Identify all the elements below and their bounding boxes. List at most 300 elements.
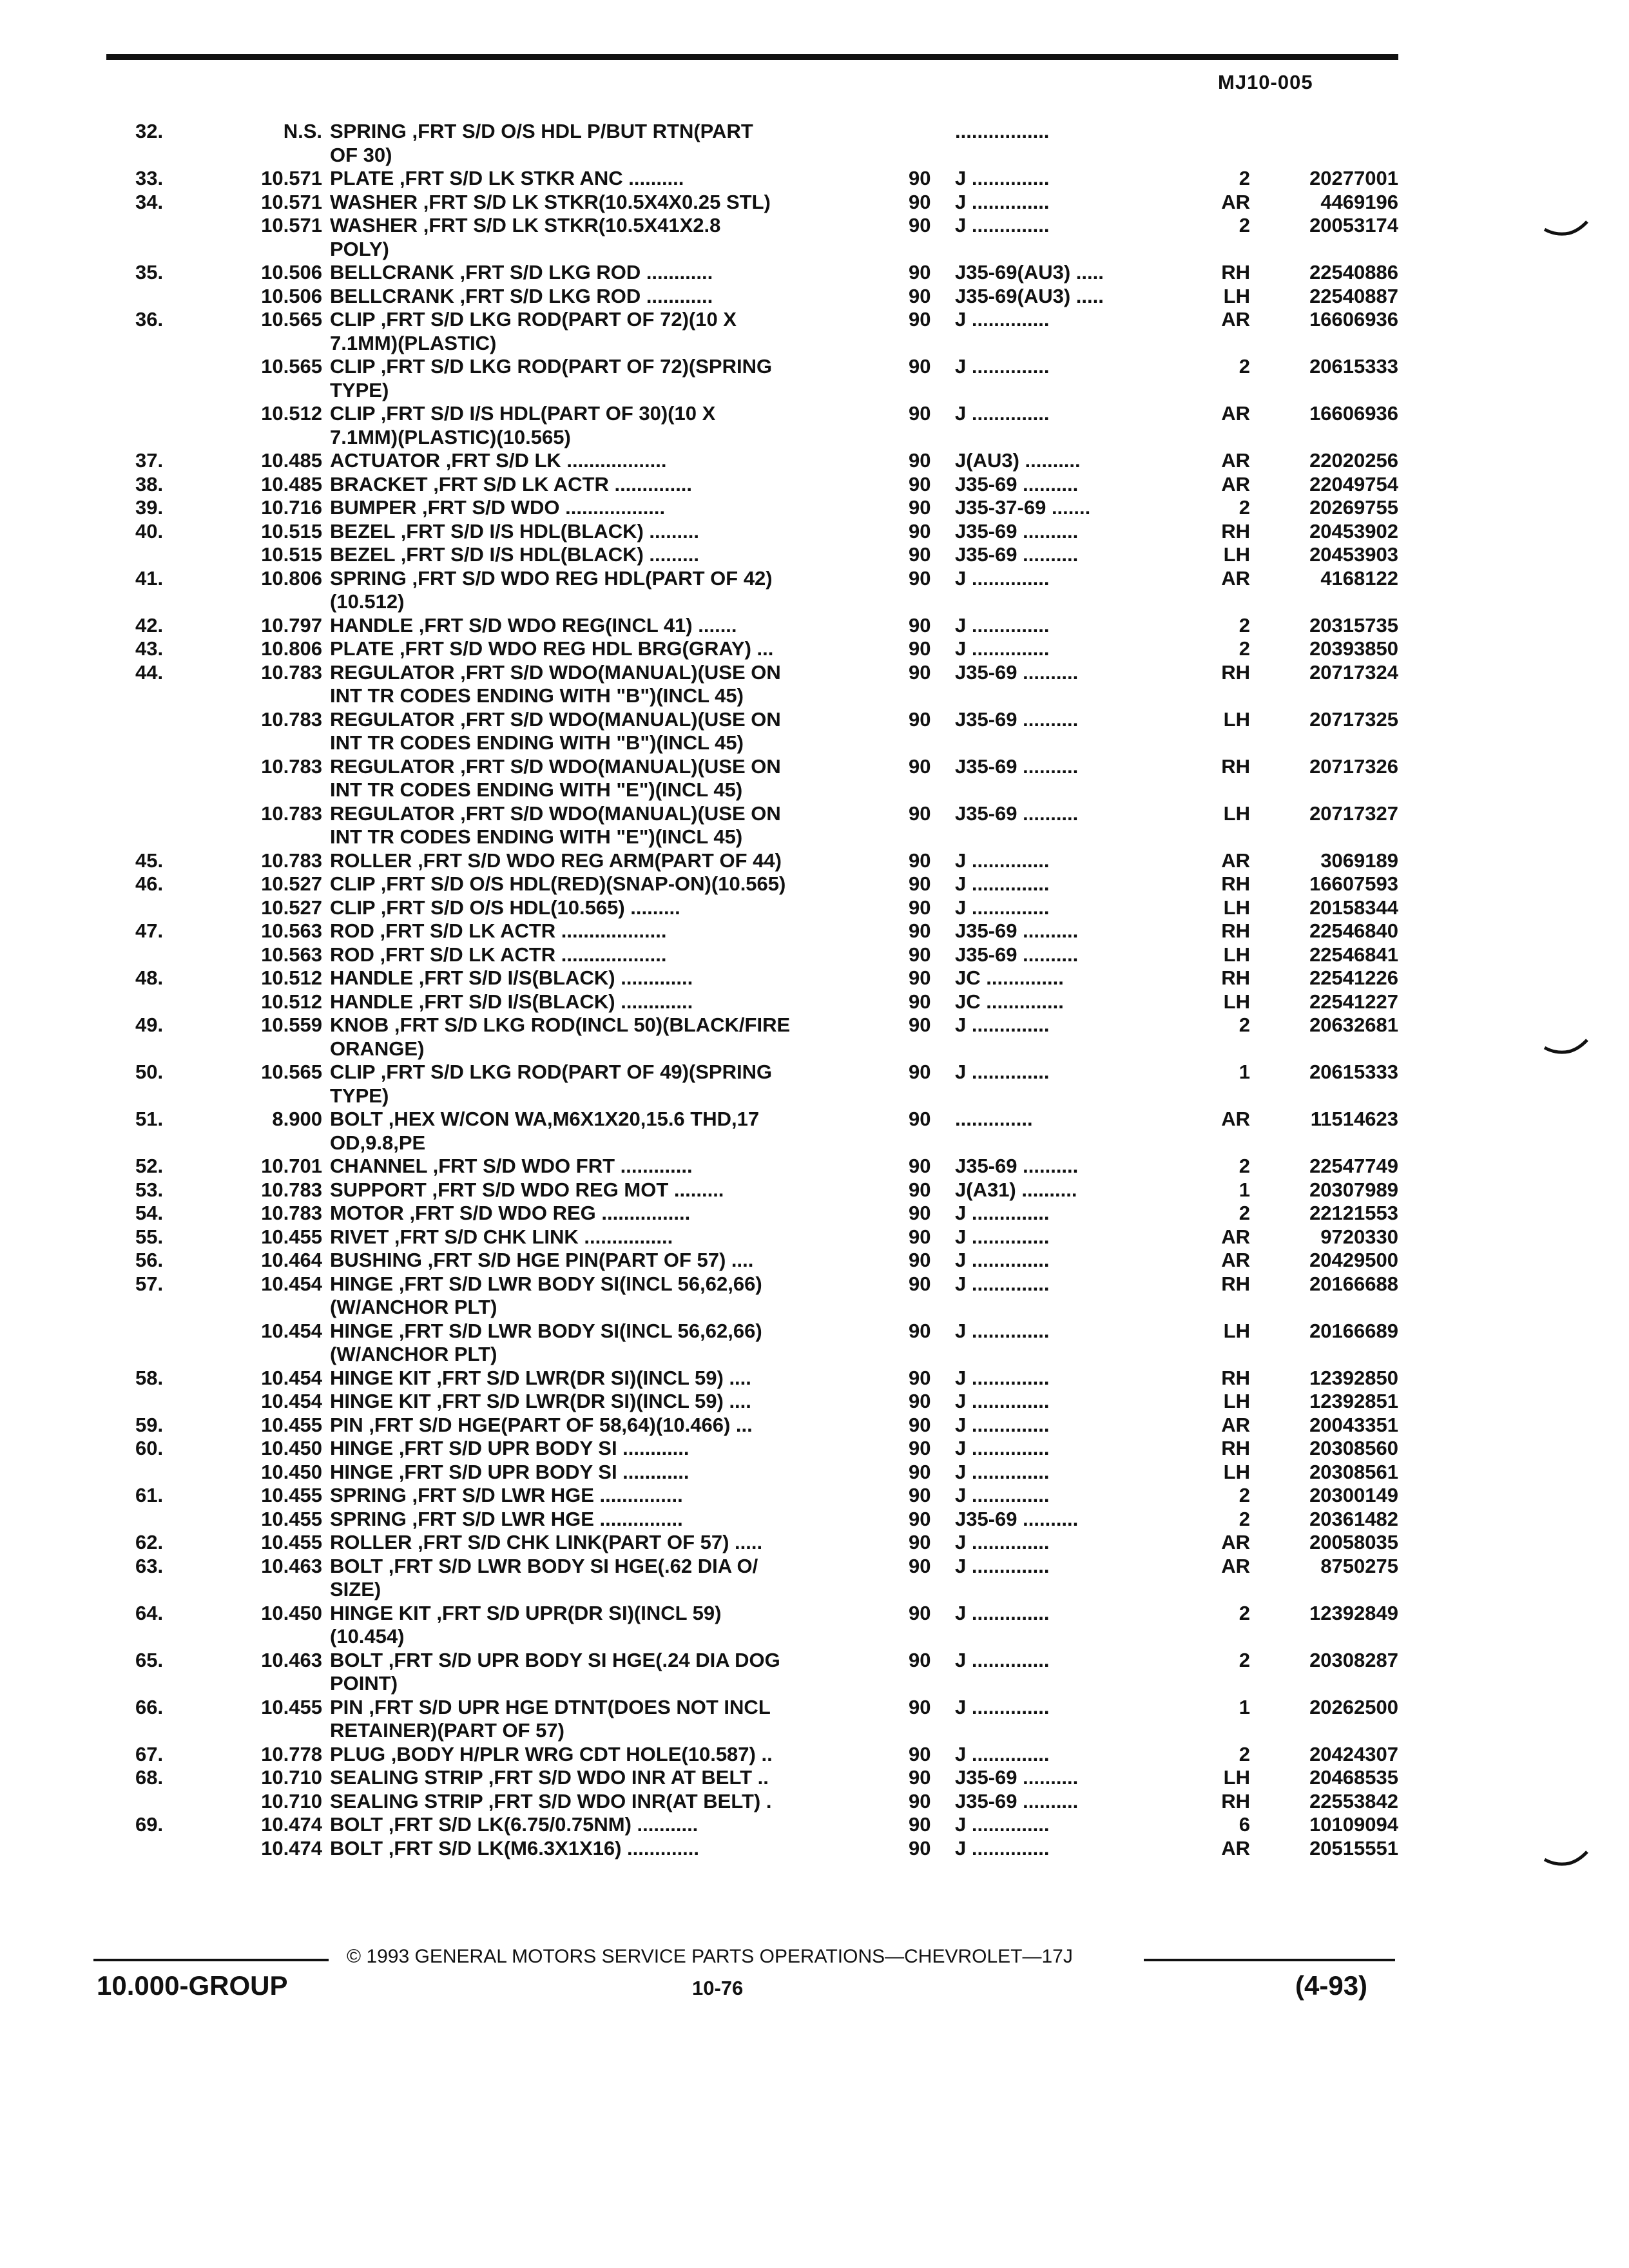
table-row [135,1437,1398,1461]
body-style: J .............. [955,566,1050,590]
table-row [135,778,1392,802]
body-style: J35-37-69 ....... [955,496,1091,519]
part-detail: ,FRT S/D LWR BODY SI HGE(.62 DIA O/ [388,1554,758,1577]
part-number: 20269755 [1309,496,1398,519]
group-number: 10.474 [261,1813,322,1836]
table-row [135,802,1398,826]
part-detail: ,FRT S/D LK STKR ANC .......... [399,167,684,189]
part-number: 12392849 [1309,1601,1398,1624]
part-description [330,1037,1023,1061]
part-name: MOTOR [330,1202,404,1224]
item-number: 43. [135,637,164,660]
part-name: BOLT [330,1554,383,1577]
quantity: RH [1221,966,1250,989]
part-detail: RETAINER)(PART OF 57) [330,1719,564,1742]
model-year: 90 [909,754,931,778]
part-description [330,684,1023,708]
quantity: AR [1221,849,1250,872]
part-name: WASHER [330,214,418,236]
part-detail: ,FRT S/D WDO REG ................ [409,1202,691,1224]
group-number: 10.571 [261,214,322,236]
part-name: HANDLE [330,613,414,637]
item-number: 57. [135,1272,164,1295]
part-detail: ,FRT S/D I/S(BLACK) ............. [418,990,693,1013]
item-number: 47. [135,919,164,942]
body-style: J35-69 .......... [955,802,1079,825]
part-detail: ,FRT S/D LKG ROD ............ [459,284,713,307]
part-detail: ,FRT S/D UPR HGE DTNT(DOES NOT INCL [369,1695,771,1718]
table-row [135,1601,1398,1626]
part-detail: ,FRT S/D LK ACTR ................... [380,943,667,966]
part-number: 16606936 [1309,308,1398,331]
model-year: 90 [909,449,931,472]
quantity: LH [1223,802,1250,825]
part-number: 20424307 [1309,1742,1398,1765]
parts-table [135,120,1398,1860]
body-style: J35-69 .......... [955,519,1079,543]
group-number: 10.506 [261,284,322,307]
part-detail: ,FRT S/D UPR BODY SI ............ [398,1437,689,1459]
item-number: 35. [135,261,164,284]
group-number: 10.454 [261,1366,322,1389]
item-number: 54. [135,1202,164,1224]
model-year: 90 [909,1813,931,1836]
model-year: 90 [909,1742,931,1765]
quantity: 2 [1239,1155,1250,1177]
part-detail: ,FRT S/D LWR HGE ............... [412,1484,683,1506]
body-style: J35-69 .......... [955,660,1079,684]
table-row [135,849,1398,873]
quantity: AR [1221,1413,1250,1436]
quantity: LH [1223,990,1250,1013]
group-number: 10.454 [261,1390,322,1412]
model-year: 90 [909,919,931,942]
quantity: LH [1223,1319,1250,1342]
quantity: RH [1221,1437,1250,1459]
part-detail: ,FRT S/D HGE PIN(PART OF 57) .... [427,1249,754,1271]
quantity: RH [1221,261,1250,284]
group-number: 10.515 [261,519,322,543]
part-name: HINGE KIT [330,1366,431,1389]
model-year: 90 [909,1507,931,1530]
model-year: 90 [909,308,931,331]
group-number: 10.450 [261,1437,322,1459]
quantity: RH [1221,519,1250,543]
part-detail: ,FRT S/D WDO(MANUAL)(USE ON [460,707,781,731]
quantity: 2 [1239,613,1250,637]
table-row [135,1813,1398,1837]
quantity: RH [1221,754,1250,778]
part-number: 3069189 [1320,849,1398,872]
body-style: J .............. [955,1225,1050,1248]
table-row [135,190,1398,215]
model-year: 90 [909,802,931,825]
part-name: PLUG [330,1742,386,1765]
part-name: REGULATOR [330,754,455,778]
part-detail: ,FRT S/D LWR HGE ............... [412,1507,683,1530]
table-row [135,1084,1392,1108]
quantity: RH [1221,1366,1250,1389]
item-number: 34. [135,190,164,213]
part-name: PLATE [330,167,394,189]
body-style: J .............. [955,402,1050,425]
item-number: 50. [135,1061,164,1083]
part-name: CLIP [330,1061,376,1083]
part-detail: ,BODY H/PLR WRG CDT HOLE(10.587) .. [390,1742,773,1765]
part-detail: ,FRT S/D O/S HDL P/BUT RTN(PART [412,120,753,142]
part-name: SEALING STRIP [330,1789,483,1812]
part-number: 22541227 [1309,990,1398,1013]
table-row [135,1766,1398,1790]
body-style: J .............. [955,1531,1050,1553]
part-detail: ,FRT S/D WDO(MANUAL)(USE ON [460,660,781,684]
part-detail: INT TR CODES ENDING WITH "E")(INCL 45) [330,825,743,848]
quantity: 2 [1239,1601,1250,1624]
body-style: .............. [955,1108,1033,1130]
part-number: 8750275 [1320,1554,1398,1577]
group-number: 10.783 [261,707,322,731]
model-year: 90 [909,284,931,307]
item-number: 37. [135,449,164,472]
table-row [135,943,1398,967]
body-style: J .............. [955,1390,1050,1412]
table-row [135,1178,1398,1202]
quantity: AR [1221,1836,1250,1860]
group-number: 10.455 [261,1531,322,1553]
part-number: 20308560 [1309,1437,1398,1459]
part-detail: 7.1MM)(PLASTIC)(10.565) [330,425,571,448]
body-style: J .............. [955,1813,1050,1836]
part-description [330,426,1023,450]
quantity: 1 [1239,1695,1250,1718]
part-name: RIVET [330,1225,389,1248]
body-style: J .............. [955,637,1050,660]
table-row [135,1343,1392,1367]
part-detail: ,FRT S/D LK .................. [445,449,667,472]
part-name: BEZEL [330,543,396,566]
item-number: 33. [135,167,164,189]
part-number: 16606936 [1309,402,1398,425]
body-style: J(A31) .......... [955,1178,1077,1201]
part-name: ROD [330,919,374,942]
body-style: J .............. [955,1742,1050,1765]
item-number: 68. [135,1766,164,1789]
part-detail: ,FRT S/D I/S HDL(BLACK) ......... [400,519,699,543]
body-style: J .............. [955,1014,1050,1036]
table-row [135,1296,1392,1320]
group-number: 10.464 [261,1249,322,1271]
table-row [135,872,1398,896]
body-style: J .............. [955,1366,1050,1389]
part-number: 20615333 [1309,1061,1398,1083]
part-number: 4469196 [1320,190,1398,213]
part-detail: (10.454) [330,1625,405,1648]
table-row [135,1272,1398,1296]
group-number: 10.463 [261,1554,322,1577]
table-row [135,990,1398,1014]
group-number: 10.485 [261,472,322,495]
model-year: 90 [909,1061,931,1083]
part-name: CLIP [330,872,376,895]
quantity: AR [1221,472,1250,495]
part-number: 22546840 [1309,919,1398,942]
group-number: 10.474 [261,1836,322,1860]
group-number: 10.485 [261,449,322,472]
part-description [330,120,1023,144]
part-description [330,1719,1023,1743]
quantity: AR [1221,1554,1250,1577]
model-year: 90 [909,1225,931,1248]
part-name: SEALING STRIP [330,1766,483,1789]
part-number: 20300149 [1309,1484,1398,1506]
quantity: 2 [1239,1648,1250,1671]
part-name: PLATE [330,637,394,660]
part-number: 20053174 [1309,214,1398,236]
model-year: 90 [909,1836,931,1860]
part-detail: (W/ANCHOR PLT) [330,1296,497,1318]
model-year: 90 [909,896,931,919]
model-year: 90 [909,613,931,637]
body-style: J .............. [955,1061,1050,1083]
model-year: 90 [909,943,931,966]
body-style: J .............. [955,1601,1050,1624]
model-year: 90 [909,1601,931,1624]
quantity: AR [1221,1108,1250,1130]
quantity: 2 [1239,167,1250,189]
part-name: BELLCRANK [330,284,454,307]
part-number: 22121553 [1309,1202,1398,1224]
table-row [135,167,1398,191]
group-number: 10.710 [261,1766,322,1789]
body-style: J .............. [955,167,1050,189]
part-name: HANDLE [330,966,414,989]
part-description [330,1343,1023,1367]
table-row [135,1672,1392,1696]
part-detail: ,FRT S/D LKG ROD ............ [459,261,713,284]
quantity: RH [1221,1789,1250,1812]
part-name: REGULATOR [330,707,455,731]
quantity: RH [1221,919,1250,942]
body-style: J .............. [955,355,1050,378]
part-detail: ,FRT S/D I/S HDL(PART OF 30)(10 X [380,402,716,425]
group-number: 10.527 [261,872,322,895]
group-number: 10.506 [261,261,322,284]
part-name: HINGE [330,1437,394,1459]
group-number: 10.806 [261,637,322,660]
quantity: 2 [1239,496,1250,519]
table-row [135,1390,1398,1414]
part-number: 20058035 [1309,1531,1398,1553]
model-year: 90 [909,637,931,660]
model-year: 90 [909,496,931,519]
table-row [135,1836,1398,1861]
model-year: 90 [909,1413,931,1436]
body-style: J .............. [955,1249,1050,1271]
quantity: RH [1221,660,1250,684]
table-row [135,1460,1398,1485]
part-number: 4168122 [1320,566,1398,590]
item-number: 49. [135,1014,164,1036]
part-number: 20158344 [1309,896,1398,919]
part-detail: ,FRT S/D LK ACTR .............. [433,472,693,495]
table-row [135,1037,1392,1061]
part-number: 20615333 [1309,355,1398,378]
item-number: 52. [135,1155,164,1177]
part-detail: (W/ANCHOR PLT) [330,1343,497,1365]
part-name: CLIP [330,355,376,378]
body-style: J .............. [955,1648,1050,1671]
group-number: 10.806 [261,566,322,590]
table-row [135,1648,1398,1673]
part-detail: ,FRT S/D WDO INR AT BELT .. [488,1766,769,1789]
part-name: SPRING [330,1507,407,1530]
body-style: J .............. [955,308,1050,331]
model-year: 90 [909,1390,931,1412]
footer-rule-right [1144,1959,1395,1961]
table-row [135,238,1392,262]
table-row [135,1249,1398,1273]
table-row [135,1413,1398,1437]
part-number: 20453902 [1309,519,1398,543]
model-year: 90 [909,1695,931,1718]
quantity: AR [1221,1225,1250,1248]
model-year: 90 [909,1272,931,1295]
table-row [135,754,1398,779]
table-row [135,1014,1398,1037]
model-year: 90 [909,1531,931,1553]
group-number: 10.571 [261,190,322,213]
group-number: 10.450 [261,1460,322,1483]
model-year: 90 [909,566,931,590]
part-name: BOLT [330,1108,383,1130]
quantity: AR [1221,1249,1250,1271]
part-number: 11514623 [1310,1108,1398,1130]
part-detail: ,FRT S/D LK ACTR ................... [380,919,667,942]
part-detail: ,FRT S/D UPR BODY SI HGE(.24 DIA DOG [388,1648,780,1671]
quantity: 1 [1239,1178,1250,1201]
group-number: 10.710 [261,1789,322,1812]
table-row [135,1695,1398,1720]
part-description [330,144,1023,168]
part-detail: INT TR CODES ENDING WITH "B")(INCL 45) [330,731,744,754]
body-style: J .............. [955,1460,1050,1483]
part-number: 22553842 [1309,1789,1398,1812]
part-number: 22541226 [1309,966,1398,989]
body-style: J35-69 .......... [955,472,1079,495]
quantity: AR [1221,308,1250,331]
part-number: 20277001 [1309,167,1398,189]
part-detail: ,FRT S/D WDO REG ARM(PART OF 44) [418,849,782,872]
table-row [135,472,1398,497]
table-row [135,1578,1392,1602]
item-number: 46. [135,872,164,895]
item-number: 41. [135,566,164,590]
part-name: BRACKET [330,472,428,495]
group-number: 10.455 [261,1507,322,1530]
model-year: 90 [909,1366,931,1389]
table-row [135,731,1392,755]
group-number: 10.527 [261,896,322,919]
part-description [330,825,1023,849]
footer-rule-left [93,1959,329,1961]
table-row [135,1131,1392,1155]
body-style: J(AU3) .......... [955,449,1081,472]
model-year: 90 [909,966,931,989]
quantity: 2 [1239,355,1250,378]
item-number: 39. [135,496,164,519]
quantity: LH [1223,1390,1250,1412]
part-detail: ,FRT S/D I/S(BLACK) ............. [418,966,693,989]
footer-page-number: 10-76 [692,1977,744,1999]
part-name: BOLT [330,1813,383,1836]
table-row [135,1531,1398,1555]
part-name: PIN [330,1695,363,1718]
item-number: 60. [135,1437,164,1459]
part-detail: ,FRT S/D LKG ROD(PART OF 72)(10 X [380,308,737,331]
group-number: 10.450 [261,1601,322,1624]
part-detail: ORANGE) [330,1037,425,1060]
body-style: J35-69 .......... [955,919,1079,942]
part-number: 20308287 [1309,1648,1398,1671]
body-style: J35-69 .......... [955,754,1079,778]
group-number: 10.512 [261,966,322,989]
model-year: 90 [909,1249,931,1271]
part-detail: ,FRT S/D LK(6.75/0.75NM) ........... [388,1813,699,1836]
part-detail: ,FRT S/D LKG ROD(PART OF 72)(SPRING [380,355,773,378]
part-description [330,1672,1023,1696]
body-style: J .............. [955,190,1050,213]
part-name: BELLCRANK [330,261,454,284]
table-row [135,496,1398,520]
quantity: 2 [1239,214,1250,236]
part-description [330,1578,1023,1602]
part-name: CLIP [330,402,376,425]
part-detail: ,FRT S/D LWR(DR SI)(INCL 59) .... [436,1390,751,1412]
table-row [135,1554,1398,1579]
part-detail: ,FRT S/D O/S HDL(10.565) ......... [380,896,680,919]
table-row [135,1061,1398,1084]
model-year: 90 [909,472,931,495]
body-style: J .............. [955,1272,1050,1295]
part-detail: ,FRT S/D UPR BODY SI ............ [398,1460,689,1483]
model-year: 90 [909,1155,931,1177]
quantity: 2 [1239,1484,1250,1506]
part-number: 20166689 [1309,1319,1398,1342]
model-year: 90 [909,214,931,236]
body-style: J .............. [955,1695,1050,1718]
table-row [135,519,1398,544]
body-style: ................. [955,120,1050,142]
part-detail: ,FRT S/D WDO REG MOT ......... [432,1178,724,1201]
table-row [135,1155,1398,1178]
part-detail: ,FRT S/D I/S HDL(BLACK) ......... [400,543,699,566]
item-number: 58. [135,1366,164,1389]
part-number: 20043351 [1309,1413,1398,1436]
part-detail: ,FRT S/D LWR BODY SI(INCL 56,62,66) [398,1272,762,1295]
item-number: 63. [135,1554,164,1577]
body-style: J .............. [955,1554,1050,1577]
table-row [135,1366,1398,1390]
part-description [330,590,1023,614]
footer-date: (4-93) [1295,1970,1368,2001]
group-number: 10.783 [261,802,322,825]
part-description [330,379,1023,403]
part-name: ROLLER [330,849,412,872]
part-name: BOLT [330,1648,383,1671]
part-name: BUMPER [330,496,417,519]
part-detail: INT TR CODES ENDING WITH "E")(INCL 45) [330,778,743,801]
model-year: 90 [909,1108,931,1130]
